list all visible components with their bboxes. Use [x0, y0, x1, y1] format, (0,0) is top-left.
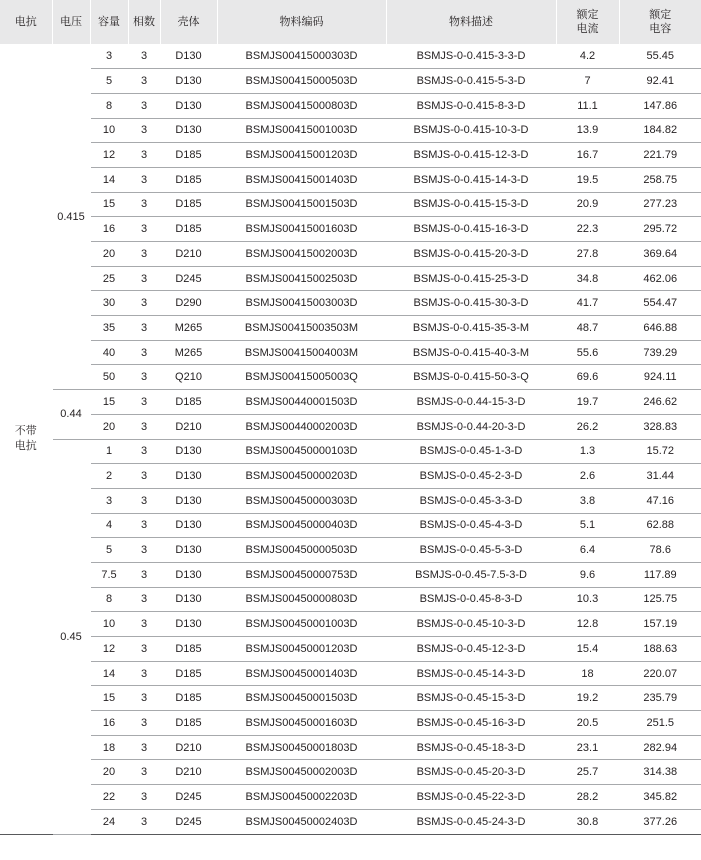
rated-current-cell: 19.2: [556, 686, 619, 711]
phases-cell: 3: [128, 365, 160, 390]
material-description-cell: BSMJS-0-0.45-10-3-D: [386, 612, 556, 637]
rated-current-cell: 4.2: [556, 44, 619, 69]
table-row: [0, 711, 701, 736]
rated-current-cell: 41.7: [556, 291, 619, 316]
housing-cell: D185: [160, 167, 217, 192]
material-code-cell: BSMJS00450000503D: [217, 538, 386, 563]
phases-cell: 3: [128, 587, 160, 612]
material-description-cell: BSMJS-0-0.415-35-3-M: [386, 316, 556, 341]
table-row: [0, 414, 701, 439]
material-code-cell: BSMJS00450002203D: [217, 785, 386, 810]
phases-cell: 3: [128, 612, 160, 637]
capacity-cell: 35: [90, 316, 128, 341]
material-description-cell: BSMJS-0-0.415-14-3-D: [386, 167, 556, 192]
material-description-cell: BSMJS-0-0.45-8-3-D: [386, 587, 556, 612]
rated-current-cell: 3.8: [556, 488, 619, 513]
rated-capacitance-cell: 246.62: [619, 390, 701, 415]
table-row: [0, 513, 701, 538]
voltage-cell: 0.45: [52, 439, 90, 834]
rated-capacitance-cell: 295.72: [619, 217, 701, 242]
material-code-cell: BSMJS00450000303D: [217, 488, 386, 513]
material-description-cell: BSMJS-0-0.415-20-3-D: [386, 242, 556, 267]
table-row: [0, 464, 701, 489]
table-row: [0, 809, 701, 834]
material-description-cell: BSMJS-0-0.415-8-3-D: [386, 93, 556, 118]
material-code-cell: BSMJS00450002003D: [217, 760, 386, 785]
material-code-cell: BSMJS00450000803D: [217, 587, 386, 612]
rated-capacitance-cell: 188.63: [619, 637, 701, 662]
phases-cell: 3: [128, 637, 160, 662]
material-description-cell: BSMJS-0-0.45-14-3-D: [386, 661, 556, 686]
housing-cell: D185: [160, 686, 217, 711]
material-code-cell: BSMJS00415000503D: [217, 69, 386, 94]
housing-cell: M265: [160, 340, 217, 365]
table-row: [0, 118, 701, 143]
header-capacity: 容量: [90, 0, 128, 44]
material-code-cell: BSMJS00415004003M: [217, 340, 386, 365]
material-code-cell: BSMJS00450000753D: [217, 562, 386, 587]
table-row: [0, 291, 701, 316]
material-code-cell: BSMJS00415002503D: [217, 266, 386, 291]
rated-current-cell: 34.8: [556, 266, 619, 291]
rated-current-cell: 1.3: [556, 439, 619, 464]
capacity-cell: 24: [90, 809, 128, 834]
material-description-cell: BSMJS-0-0.45-1-3-D: [386, 439, 556, 464]
housing-cell: D245: [160, 785, 217, 810]
voltage-cell: 0.415: [52, 44, 90, 390]
material-code-cell: BSMJS00415001203D: [217, 143, 386, 168]
capacity-cell: 12: [90, 143, 128, 168]
phases-cell: 3: [128, 143, 160, 168]
rated-current-cell: 11.1: [556, 93, 619, 118]
housing-cell: D185: [160, 711, 217, 736]
phases-cell: 3: [128, 291, 160, 316]
rated-capacitance-cell: 62.88: [619, 513, 701, 538]
material-code-cell: BSMJS00450001803D: [217, 735, 386, 760]
material-code-cell: BSMJS00450001403D: [217, 661, 386, 686]
capacity-cell: 5: [90, 69, 128, 94]
material-description-cell: BSMJS-0-0.415-25-3-D: [386, 266, 556, 291]
rated-capacitance-cell: 258.75: [619, 167, 701, 192]
phases-cell: 3: [128, 785, 160, 810]
housing-cell: D130: [160, 93, 217, 118]
phases-cell: 3: [128, 118, 160, 143]
housing-cell: D185: [160, 661, 217, 686]
housing-cell: D130: [160, 612, 217, 637]
table-row: [0, 316, 701, 341]
phases-cell: 3: [128, 167, 160, 192]
material-description-cell: BSMJS-0-0.415-10-3-D: [386, 118, 556, 143]
material-code-cell: BSMJS00415001503D: [217, 192, 386, 217]
phases-cell: 3: [128, 414, 160, 439]
rated-current-cell: 27.8: [556, 242, 619, 267]
housing-cell: D130: [160, 513, 217, 538]
housing-cell: M265: [160, 316, 217, 341]
phases-cell: 3: [128, 316, 160, 341]
housing-cell: D130: [160, 538, 217, 563]
phases-cell: 3: [128, 44, 160, 69]
rated-capacitance-cell: 157.19: [619, 612, 701, 637]
table-row: [0, 538, 701, 563]
material-description-cell: BSMJS-0-0.45-3-3-D: [386, 488, 556, 513]
rated-current-cell: 13.9: [556, 118, 619, 143]
rated-current-cell: 26.2: [556, 414, 619, 439]
table-row: [0, 785, 701, 810]
material-code-cell: BSMJS00415002003D: [217, 242, 386, 267]
rated-capacitance-cell: 739.29: [619, 340, 701, 365]
capacity-cell: 18: [90, 735, 128, 760]
material-description-cell: BSMJS-0-0.45-15-3-D: [386, 686, 556, 711]
material-description-cell: BSMJS-0-0.415-16-3-D: [386, 217, 556, 242]
rated-capacitance-cell: 345.82: [619, 785, 701, 810]
housing-cell: D130: [160, 118, 217, 143]
rated-current-cell: 7: [556, 69, 619, 94]
capacity-cell: 1: [90, 439, 128, 464]
table-row: [0, 143, 701, 168]
housing-cell: D210: [160, 760, 217, 785]
material-description-cell: BSMJS-0-0.44-20-3-D: [386, 414, 556, 439]
rated-capacitance-cell: 55.45: [619, 44, 701, 69]
capacity-cell: 10: [90, 118, 128, 143]
housing-cell: D130: [160, 587, 217, 612]
table-body: [0, 44, 701, 834]
material-description-cell: BSMJS-0-0.45-22-3-D: [386, 785, 556, 810]
table-row: [0, 192, 701, 217]
table-row: [0, 167, 701, 192]
rated-current-cell: 15.4: [556, 637, 619, 662]
material-description-cell: BSMJS-0-0.45-16-3-D: [386, 711, 556, 736]
rated-capacitance-cell: 377.26: [619, 809, 701, 834]
table-row: [0, 44, 701, 69]
rated-capacitance-cell: 221.79: [619, 143, 701, 168]
material-description-cell: BSMJS-0-0.415-12-3-D: [386, 143, 556, 168]
material-code-cell: BSMJS00450001203D: [217, 637, 386, 662]
rated-current-cell: 18: [556, 661, 619, 686]
rated-current-cell: 48.7: [556, 316, 619, 341]
capacity-cell: 20: [90, 242, 128, 267]
housing-cell: D185: [160, 143, 217, 168]
table-row: [0, 266, 701, 291]
header-rated-capacitance: 额定 电容: [619, 0, 701, 44]
header-housing: 壳体: [160, 0, 217, 44]
housing-cell: D130: [160, 562, 217, 587]
voltage-cell: 0.44: [52, 390, 90, 439]
header-material-description: 物料描述: [386, 0, 556, 44]
housing-cell: D210: [160, 414, 217, 439]
rated-capacitance-cell: 314.38: [619, 760, 701, 785]
rated-capacitance-cell: 47.16: [619, 488, 701, 513]
rated-current-cell: 5.1: [556, 513, 619, 538]
material-code-cell: BSMJS00440002003D: [217, 414, 386, 439]
header-material-code: 物料编码: [217, 0, 386, 44]
material-code-cell: BSMJS00450000203D: [217, 464, 386, 489]
material-description-cell: BSMJS-0-0.45-7.5-3-D: [386, 562, 556, 587]
rated-current-cell: 30.8: [556, 809, 619, 834]
material-code-cell: BSMJS00450001603D: [217, 711, 386, 736]
rated-current-cell: 22.3: [556, 217, 619, 242]
phases-cell: 3: [128, 735, 160, 760]
material-code-cell: BSMJS00450000103D: [217, 439, 386, 464]
rated-capacitance-cell: 15.72: [619, 439, 701, 464]
material-code-cell: BSMJS00415001003D: [217, 118, 386, 143]
material-description-cell: BSMJS-0-0.415-50-3-Q: [386, 365, 556, 390]
capacity-cell: 15: [90, 192, 128, 217]
rated-current-cell: 19.5: [556, 167, 619, 192]
phases-cell: 3: [128, 69, 160, 94]
material-description-cell: BSMJS-0-0.44-15-3-D: [386, 390, 556, 415]
phases-cell: 3: [128, 390, 160, 415]
header-reactance: 电抗: [0, 0, 52, 44]
capacity-cell: 25: [90, 266, 128, 291]
material-code-cell: BSMJS00415005003Q: [217, 365, 386, 390]
table-row: [0, 587, 701, 612]
material-code-cell: BSMJS00415001603D: [217, 217, 386, 242]
rated-capacitance-cell: 31.44: [619, 464, 701, 489]
rated-current-cell: 28.2: [556, 785, 619, 810]
material-code-cell: BSMJS00450002403D: [217, 809, 386, 834]
phases-cell: 3: [128, 93, 160, 118]
capacity-cell: 3: [90, 44, 128, 69]
material-description-cell: BSMJS-0-0.45-24-3-D: [386, 809, 556, 834]
phases-cell: 3: [128, 661, 160, 686]
table-row: [0, 661, 701, 686]
rated-capacitance-cell: 184.82: [619, 118, 701, 143]
phases-cell: 3: [128, 488, 160, 513]
capacity-cell: 8: [90, 587, 128, 612]
rated-capacitance-cell: 554.47: [619, 291, 701, 316]
rated-current-cell: 19.7: [556, 390, 619, 415]
capacity-cell: 8: [90, 93, 128, 118]
material-description-cell: BSMJS-0-0.415-5-3-D: [386, 69, 556, 94]
rated-current-cell: 16.7: [556, 143, 619, 168]
rated-capacitance-cell: 646.88: [619, 316, 701, 341]
housing-cell: D130: [160, 69, 217, 94]
table-row: [0, 439, 701, 464]
housing-cell: D130: [160, 439, 217, 464]
table-row: [0, 686, 701, 711]
reactance-cell: 不带 电抗: [0, 44, 52, 834]
rated-capacitance-cell: 924.11: [619, 365, 701, 390]
capacity-cell: 14: [90, 167, 128, 192]
rated-current-cell: 23.1: [556, 735, 619, 760]
header-rated-current: 额定 电流: [556, 0, 619, 44]
table-row: [0, 562, 701, 587]
rated-current-cell: 20.5: [556, 711, 619, 736]
material-code-cell: BSMJS00415003503M: [217, 316, 386, 341]
material-description-cell: BSMJS-0-0.45-20-3-D: [386, 760, 556, 785]
rated-current-cell: 10.3: [556, 587, 619, 612]
capacity-cell: 14: [90, 661, 128, 686]
capacity-cell: 20: [90, 760, 128, 785]
housing-cell: D245: [160, 266, 217, 291]
phases-cell: 3: [128, 562, 160, 587]
material-code-cell: BSMJS00415001403D: [217, 167, 386, 192]
material-description-cell: BSMJS-0-0.45-5-3-D: [386, 538, 556, 563]
housing-cell: D210: [160, 735, 217, 760]
capacity-cell: 3: [90, 488, 128, 513]
rated-current-cell: 9.6: [556, 562, 619, 587]
rated-capacitance-cell: 78.6: [619, 538, 701, 563]
capacity-cell: 20: [90, 414, 128, 439]
material-description-cell: BSMJS-0-0.45-4-3-D: [386, 513, 556, 538]
housing-cell: D130: [160, 464, 217, 489]
rated-capacitance-cell: 92.41: [619, 69, 701, 94]
rated-current-cell: 12.8: [556, 612, 619, 637]
material-description-cell: BSMJS-0-0.415-40-3-M: [386, 340, 556, 365]
housing-cell: D245: [160, 809, 217, 834]
rated-current-cell: 25.7: [556, 760, 619, 785]
material-description-cell: BSMJS-0-0.45-18-3-D: [386, 735, 556, 760]
material-code-cell: BSMJS00415000803D: [217, 93, 386, 118]
phases-cell: 3: [128, 242, 160, 267]
rated-current-cell: 20.9: [556, 192, 619, 217]
table-row: [0, 735, 701, 760]
rated-current-cell: 55.6: [556, 340, 619, 365]
capacity-cell: 30: [90, 291, 128, 316]
material-code-cell: BSMJS00450000403D: [217, 513, 386, 538]
phases-cell: 3: [128, 192, 160, 217]
header-voltage: 电压: [52, 0, 90, 44]
phases-cell: 3: [128, 711, 160, 736]
housing-cell: D185: [160, 192, 217, 217]
phases-cell: 3: [128, 266, 160, 291]
housing-cell: D185: [160, 390, 217, 415]
capacity-cell: 50: [90, 365, 128, 390]
material-code-cell: BSMJS00415000303D: [217, 44, 386, 69]
phases-cell: 3: [128, 538, 160, 563]
rated-capacitance-cell: 328.83: [619, 414, 701, 439]
rated-capacitance-cell: 125.75: [619, 587, 701, 612]
phases-cell: 3: [128, 340, 160, 365]
capacity-cell: 10: [90, 612, 128, 637]
material-description-cell: BSMJS-0-0.415-3-3-D: [386, 44, 556, 69]
capacity-cell: 22: [90, 785, 128, 810]
housing-cell: D185: [160, 217, 217, 242]
phases-cell: 3: [128, 464, 160, 489]
material-description-cell: BSMJS-0-0.45-12-3-D: [386, 637, 556, 662]
phases-cell: 3: [128, 217, 160, 242]
housing-cell: D130: [160, 44, 217, 69]
table-row: [0, 365, 701, 390]
rated-current-cell: 6.4: [556, 538, 619, 563]
material-description-cell: BSMJS-0-0.415-15-3-D: [386, 192, 556, 217]
phases-cell: 3: [128, 809, 160, 834]
material-description-cell: BSMJS-0-0.45-2-3-D: [386, 464, 556, 489]
table-row: [0, 488, 701, 513]
rated-current-cell: 2.6: [556, 464, 619, 489]
table-row: [0, 69, 701, 94]
material-code-cell: BSMJS00415003003D: [217, 291, 386, 316]
rated-capacitance-cell: 277.23: [619, 192, 701, 217]
housing-cell: Q210: [160, 365, 217, 390]
material-description-cell: BSMJS-0-0.415-30-3-D: [386, 291, 556, 316]
capacity-cell: 15: [90, 390, 128, 415]
material-code-cell: BSMJS00450001503D: [217, 686, 386, 711]
housing-cell: D210: [160, 242, 217, 267]
rated-capacitance-cell: 117.89: [619, 562, 701, 587]
rated-capacitance-cell: 220.07: [619, 661, 701, 686]
material-code-cell: BSMJS00440001503D: [217, 390, 386, 415]
capacity-cell: 16: [90, 711, 128, 736]
table-row: [0, 340, 701, 365]
rated-capacitance-cell: 235.79: [619, 686, 701, 711]
table-row: [0, 760, 701, 785]
table-row: [0, 612, 701, 637]
capacity-cell: 7.5: [90, 562, 128, 587]
capacity-cell: 16: [90, 217, 128, 242]
phases-cell: 3: [128, 760, 160, 785]
phases-cell: 3: [128, 686, 160, 711]
rated-capacitance-cell: 462.06: [619, 266, 701, 291]
capacity-cell: 12: [90, 637, 128, 662]
rated-capacitance-cell: 251.5: [619, 711, 701, 736]
housing-cell: D130: [160, 488, 217, 513]
table-row: [0, 390, 701, 415]
header-row: [0, 0, 701, 44]
capacity-cell: 15: [90, 686, 128, 711]
rated-capacitance-cell: 282.94: [619, 735, 701, 760]
capacity-cell: 2: [90, 464, 128, 489]
table-row: [0, 93, 701, 118]
housing-cell: D185: [160, 637, 217, 662]
capacity-cell: 5: [90, 538, 128, 563]
header-phases: 相数: [128, 0, 160, 44]
capacity-cell: 40: [90, 340, 128, 365]
table-row: [0, 637, 701, 662]
housing-cell: D290: [160, 291, 217, 316]
table-row: [0, 242, 701, 267]
table-row: [0, 217, 701, 242]
rated-capacitance-cell: 147.86: [619, 93, 701, 118]
rated-current-cell: 69.6: [556, 365, 619, 390]
material-code-cell: BSMJS00450001003D: [217, 612, 386, 637]
rated-capacitance-cell: 369.64: [619, 242, 701, 267]
phases-cell: 3: [128, 513, 160, 538]
phases-cell: 3: [128, 439, 160, 464]
capacity-cell: 4: [90, 513, 128, 538]
